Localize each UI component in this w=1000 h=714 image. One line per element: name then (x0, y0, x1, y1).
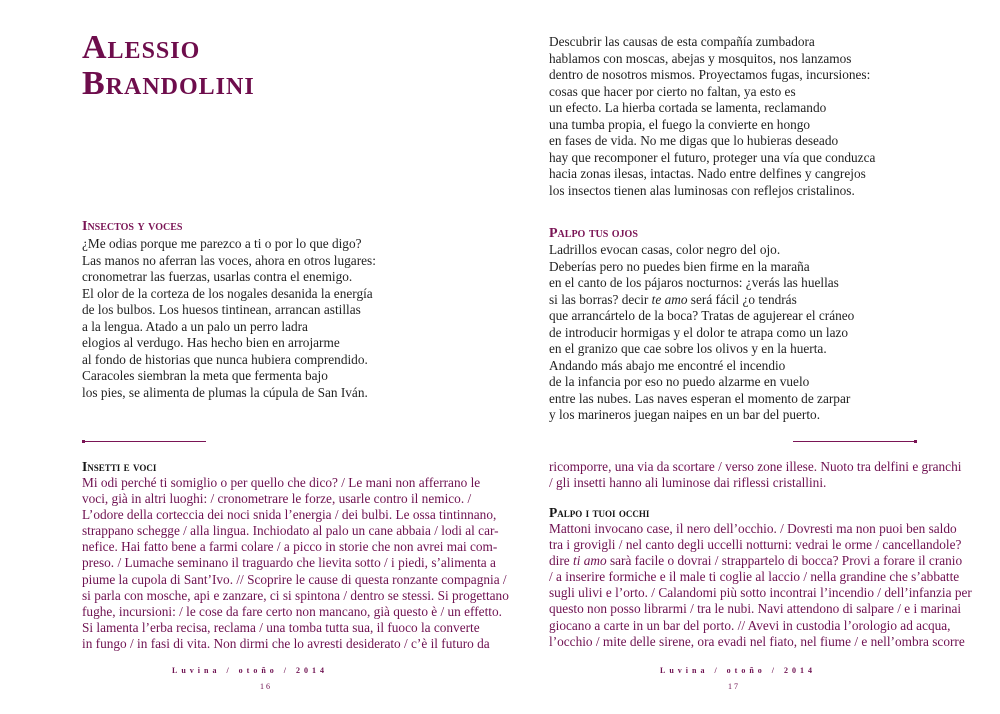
line-segment: de la infancia por eso no puedo alzarme en vuelo (549, 374, 810, 389)
text-line: en fases de vida. No me digas que lo hubieras deseado (549, 133, 839, 148)
text-line (549, 537, 972, 553)
text-line (549, 569, 972, 585)
text-line: Descubrir las causas de esta compañía zumbadora (549, 34, 815, 49)
text-line (549, 325, 854, 342)
text-line: una tumba propia, el fuego la convierte en hongo (549, 116, 811, 132)
italic-phrase: ti amo (573, 553, 607, 569)
page-footer: Luvina / otoño / 2014 (171, 666, 328, 675)
text-line: L’odore della corteccia dei noci snida l’energia / dei bulbi. Le ossa tintinnano, (82, 507, 497, 523)
right-page (500, 0, 1000, 714)
line-segment: sugli ulivi e l’orto. / Calandomi più sotto incontrai l’incendio / dell’infanzia per (549, 585, 972, 601)
text-line (549, 585, 972, 601)
text-line (549, 521, 972, 537)
italian-poem-text (82, 475, 509, 652)
italian-poem-text-2 (549, 521, 972, 650)
spanish-poem-text-2 (549, 242, 854, 424)
text-line: cronometrar las fuerzas, usarlas contra el enemigo. (82, 269, 353, 284)
text-line: cosas que hacer por cierto no faltan, ya esto es (549, 83, 796, 99)
text-line (549, 275, 854, 292)
line-segment: questo non posso librarmi / tra le nubi. Navi attendono di salpare / e i marinai (549, 601, 962, 617)
text-line: Caracoles siembran la meta que fermenta bajo (82, 368, 328, 383)
line-segment: en el canto de los pájaros nocturnos: ¿verás las huellas (549, 275, 839, 290)
line-segment: en el granizo que cae sobre los olivos y en la huerta. (549, 341, 827, 356)
text-line: de los bulbos. Los huesos tintinean, arrancan astillas (82, 302, 361, 317)
text-line (549, 634, 972, 650)
author-first-name: Alessio (82, 29, 201, 66)
text-line: in fungo / in fasi di vita. Non dirmi che lo avresti desiderato / c’è il futuro da (82, 635, 490, 651)
text-line (549, 292, 854, 309)
page-footer-right: Luvina / otoño / 2014 (659, 666, 816, 675)
line-segment: l’occhio / mite delle sirene, ora evadi nel fiato, nel fiume / e nell’ombra scorre (549, 633, 965, 649)
text-line: preso. / Lumache seminano il traguardo che lievita sotto / i piedi, s’alimenta a (82, 555, 496, 571)
page-number: 16 (260, 682, 272, 691)
text-line (549, 308, 854, 325)
line-segment: entre las nubes. Las naves esperan el momento de zarpar (549, 390, 851, 406)
text-line: voci, già in altri luoghi: / cronometrare le forze, usarle contro il nemico. / (82, 491, 472, 507)
text-line: un efecto. La hierba cortada se lamenta, reclamando (549, 100, 827, 115)
section-divider (82, 441, 206, 442)
text-line: El olor de la corteza de los nogales desanida la energía (82, 285, 373, 301)
text-line (549, 618, 972, 634)
text-line (549, 407, 854, 424)
text-line: hay que recomponer el futuro, proteger una vía que conduzca (549, 149, 876, 165)
text-line: ricomporre, una via da scortare / verso zone illese. Nuoto tra delfini e granchi (549, 459, 962, 474)
text-line: strappano schegge / alla lingua. Inchiodato al palo un cane abbaia / lodi al car- (82, 523, 499, 539)
text-line: al fondo de historias que nunca hubiera comprendido. (82, 351, 368, 367)
line-segment: Andando más abajo me encontré el incendio (549, 357, 786, 373)
text-line (549, 341, 854, 358)
text-line: hablamos con moscas, abejas y mosquitos, nos lanzamos (549, 50, 852, 66)
line-segment: Deberías pero no puedes bien firme en la maraña (549, 258, 810, 274)
line-segment: de introducir hormigas y el dolor te atrapa como un lazo (549, 324, 849, 340)
line-segment: Mattoni invocano case, il nero dell’occhio. / Dovresti ma non puoi ben saldo (549, 521, 957, 536)
author-last-name: Brandolini (82, 65, 255, 102)
line-segment: y los marineros juegan naipes en un bar del puerto. (549, 407, 821, 422)
line-segment: Ladrillos evocan casas, color negro del ojo. (549, 242, 781, 257)
spanish-poem-continuation (549, 34, 875, 199)
text-line (549, 259, 854, 276)
text-line: hacia zonas ilesas, intactas. Nado entre delfines y cangrejos (549, 166, 866, 181)
text-line: a la lengua. Atado a un palo un perro ladra (82, 318, 308, 334)
text-line: elogios al verdugo. Has hecho bien en arrojarme (82, 335, 340, 350)
line-segment: dire (549, 553, 573, 569)
text-line (549, 553, 972, 569)
text-line: los insectos tienen alas luminosas con reflejos cristalinos. (549, 182, 855, 198)
text-line: Las manos no aferran las voces, ahora en otros lugares: (82, 252, 376, 268)
line-segment: que arrancártelo de la boca? Tratas de agujerear el cráneo (549, 308, 855, 323)
italian-poem-title-2: Palpo i tuoi occhi (549, 505, 650, 520)
italian-poem-continuation (549, 459, 961, 491)
page-number-right: 17 (728, 682, 740, 691)
author-name (82, 30, 462, 102)
text-line: dentro de nosotros mismos. Proyectamos fugas, incursiones: (549, 67, 871, 82)
text-line: nefice. Hai fatto bene a farmi colare / a picco in storie che non avrei mai com- (82, 539, 498, 555)
line-segment: tra i grovigli / nel canto degli uccelli notturni: vedrai le orme / cancellandole? (549, 537, 962, 553)
section-divider-right (793, 441, 917, 442)
text-line: / gli insetti hanno ali luminose dai riflessi cristallini. (549, 475, 827, 491)
text-line: Si lamenta l’erba recisa, reclama / una tomba tutta sua, il fuoco la converte (82, 619, 480, 635)
spanish-poem-title-2: Palpo tus ojos (549, 226, 638, 241)
line-segment: / a inserire formiche e il male ti coglie al laccio / nella grandine che s’abbatte (549, 569, 960, 585)
text-line (549, 391, 854, 408)
line-segment: giocano a carte in un bar del porto. // Avevi in custodia l’orologio ad acqua, (549, 617, 951, 633)
text-line (549, 374, 854, 391)
spanish-poem-text (82, 236, 376, 401)
text-line (549, 601, 972, 617)
italian-poem-title: Insetti e voci (82, 459, 157, 474)
line-segment: será fácil ¿o tendrás (687, 291, 797, 307)
line-segment: sarà facile o dovrai / strappartelo di bocca? Provi a forare il cranio (606, 553, 963, 569)
text-line (549, 242, 854, 259)
text-line: fughe, incursioni: / le cose da fare certo non mancano, già questo è / un effetto. (82, 603, 502, 619)
line-segment: si las borras? decir (549, 291, 652, 307)
italic-phrase: te amo (651, 291, 688, 307)
text-line: si parla con mosche, api e zanzare, ci si spintona / dentro se stessi. Si progettano (82, 587, 509, 603)
text-line (549, 358, 854, 375)
text-line: ¿Me odias porque me parezco a ti o por lo que digo? (82, 236, 362, 251)
text-line: los pies, se alimenta de plumas la cúpula de San Iván. (82, 384, 368, 400)
text-line: Mi odi perché ti somiglio o per quello che dico? / Le mani non afferrano le (82, 475, 481, 490)
spanish-poem-title: Insectos y voces (82, 219, 183, 234)
text-line: piume la cupola di Sant’Ivo. // Scoprire le cause di questa ronzante compagnia / (82, 571, 507, 587)
